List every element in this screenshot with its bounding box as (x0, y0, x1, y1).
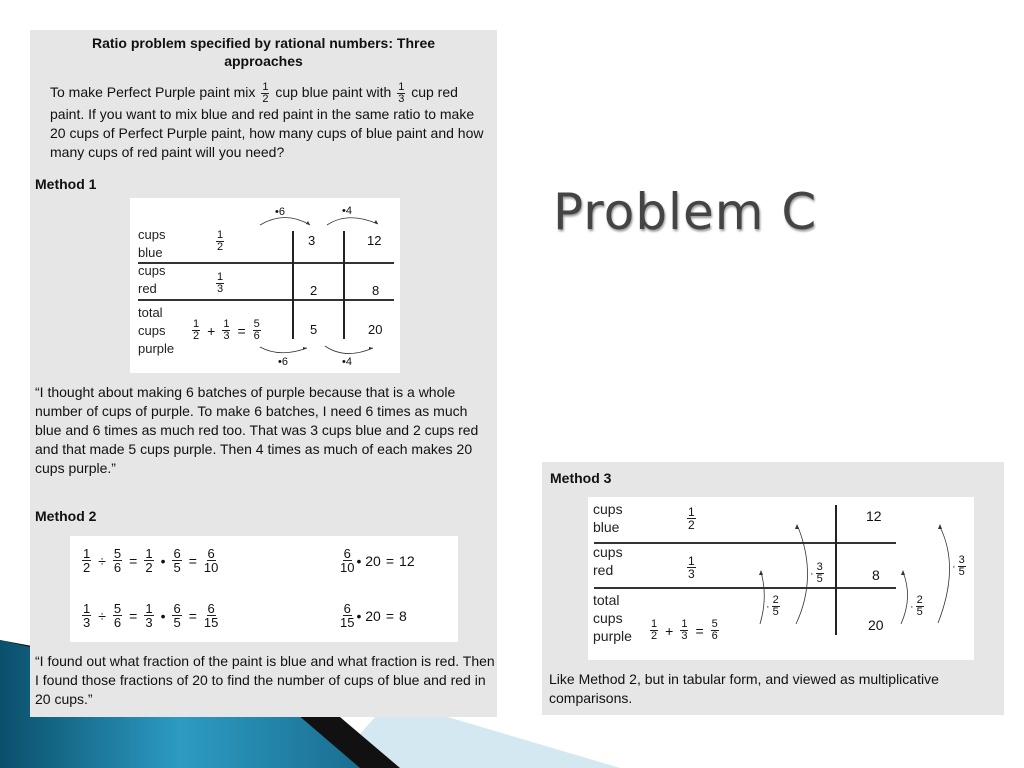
text: = (385, 607, 395, 624)
text: cups (593, 501, 623, 517)
method2-equations (70, 536, 458, 642)
method1-explanation: “I thought about making 6 batches of purple because that is a whole number of cups of purple. To make 6 batches, I need 6 times as much blue and 6 times as much red too. That was 3 cups blue and 2 cups red and that made 5 cups purple. Then 4 times as much of each makes 20 cups purple.” (35, 384, 479, 476)
text: total (593, 592, 620, 608)
fraction: $\frac{2}{5}$ (772, 594, 779, 618)
text: red (138, 281, 157, 296)
text: cups (138, 227, 166, 242)
text: • (160, 552, 166, 569)
value: 3 (308, 233, 316, 248)
arrows (130, 198, 400, 373)
method2-heading: Method 2 (35, 508, 97, 524)
value: 2 (310, 283, 318, 298)
text: blue (138, 245, 163, 260)
fraction: $\frac{1}{3}$ (398, 81, 405, 105)
fraction: $\frac{1}{2}$ (651, 618, 658, 642)
text: To make Perfect Purple paint mix (50, 84, 260, 101)
value: 8 (372, 283, 380, 298)
text: · (810, 567, 814, 580)
fraction: $\frac{1}{3}$ (223, 318, 230, 342)
text: • 20 (356, 552, 381, 569)
method3-table (588, 497, 974, 660)
text: + (665, 622, 674, 639)
method1-table (130, 198, 400, 373)
text: = (188, 607, 197, 624)
result-row-blue (338, 547, 415, 574)
text: = (188, 552, 197, 569)
text: 12 (399, 552, 415, 569)
value: 12 (367, 233, 382, 248)
result-row-red (338, 602, 407, 629)
text: · (766, 600, 770, 613)
text: ÷ (98, 607, 106, 624)
fraction: $\frac{1}{3}$ (688, 554, 695, 581)
right-panel (542, 462, 1004, 715)
fraction: $\frac{6}{5}$ (173, 601, 181, 630)
text: cups (138, 323, 166, 338)
fraction: $\frac{6}{10}$ (340, 546, 355, 575)
multiplier: •4 (342, 205, 352, 217)
text: cup red paint. If you want to mix blue and red paint in the same ratio to make 20 cups of Perfect Purple paint, how many cups of blue paint and how many cups of red paint will you need? (50, 84, 484, 160)
text: · (910, 600, 914, 613)
text: total (138, 305, 163, 320)
fraction: $\frac{1}{2}$ (145, 546, 153, 575)
text: = (129, 607, 138, 624)
equation-row-blue (80, 547, 220, 574)
text: red (593, 562, 614, 578)
text: = (237, 322, 246, 339)
problem-statement (50, 82, 490, 162)
fraction: $\frac{5}{6}$ (711, 618, 718, 642)
value: 5 (310, 322, 318, 337)
value: 8 (872, 567, 880, 583)
fraction: $\frac{1}{3}$ (217, 271, 224, 295)
text: cups (593, 544, 623, 560)
fraction: $\frac{5}{6}$ (113, 601, 122, 630)
text: cup blue paint with (271, 84, 396, 101)
fraction: $\frac{5}{6}$ (253, 318, 260, 342)
text: blue (593, 519, 620, 535)
fraction: $\frac{3}{5}$ (958, 554, 965, 578)
text: = (129, 552, 138, 569)
multiplier: •6 (278, 356, 288, 368)
fraction: $\frac{6}{15}$ (340, 601, 355, 630)
fraction: $\frac{1}{2}$ (262, 81, 269, 105)
text: cups (593, 610, 623, 626)
text: cups (138, 263, 166, 278)
left-panel (30, 30, 497, 717)
slide-title: Problem C (553, 183, 818, 241)
method3-heading: Method 3 (550, 470, 612, 486)
fraction: $\frac{6}{5}$ (173, 546, 181, 575)
text: purple (138, 341, 175, 356)
text: purple (593, 628, 632, 644)
text: · (952, 560, 956, 573)
fraction: $\frac{1}{2}$ (217, 229, 224, 253)
value: 12 (866, 508, 882, 524)
fraction: $\frac{1}{3}$ (83, 601, 91, 630)
text: + (207, 322, 216, 339)
text: 8 (399, 607, 407, 624)
fraction: $\frac{1}{2}$ (193, 318, 200, 342)
text: • (160, 607, 166, 624)
equation-row-red (80, 602, 220, 629)
text: = (695, 622, 704, 639)
panel-title: Ratio problem specified by rational numbers: Three approaches (91, 35, 436, 69)
fraction: $\frac{1}{2}$ (688, 505, 695, 532)
fraction: $\frac{1}{3}$ (145, 601, 153, 630)
value: 20 (368, 322, 383, 337)
fraction: $\frac{5}{6}$ (113, 546, 122, 575)
fraction: $\frac{1}{3}$ (681, 618, 688, 642)
text: = (385, 552, 395, 569)
fraction: $\frac{6}{10}$ (203, 546, 219, 575)
arrows (588, 497, 974, 660)
fraction: $\frac{2}{5}$ (916, 594, 923, 618)
method3-caption: Like Method 2, but in tabular form, and viewed as multiplicative comparisons. (549, 671, 939, 706)
multiplier: •4 (342, 356, 352, 368)
fraction: $\frac{3}{5}$ (816, 561, 823, 585)
fraction: $\frac{1}{2}$ (83, 546, 91, 575)
method2-explanation: “I found out what fraction of the paint is blue and what fraction is red. Then I found those fractions of 20 to find the number of cups of blue and red in 20 cups.” (35, 653, 495, 707)
text: • 20 (356, 607, 381, 624)
value: 20 (868, 617, 884, 633)
fraction: $\frac{6}{15}$ (203, 601, 219, 630)
text: ÷ (98, 552, 106, 569)
multiplier: •6 (275, 206, 285, 218)
method1-heading: Method 1 (35, 176, 97, 192)
